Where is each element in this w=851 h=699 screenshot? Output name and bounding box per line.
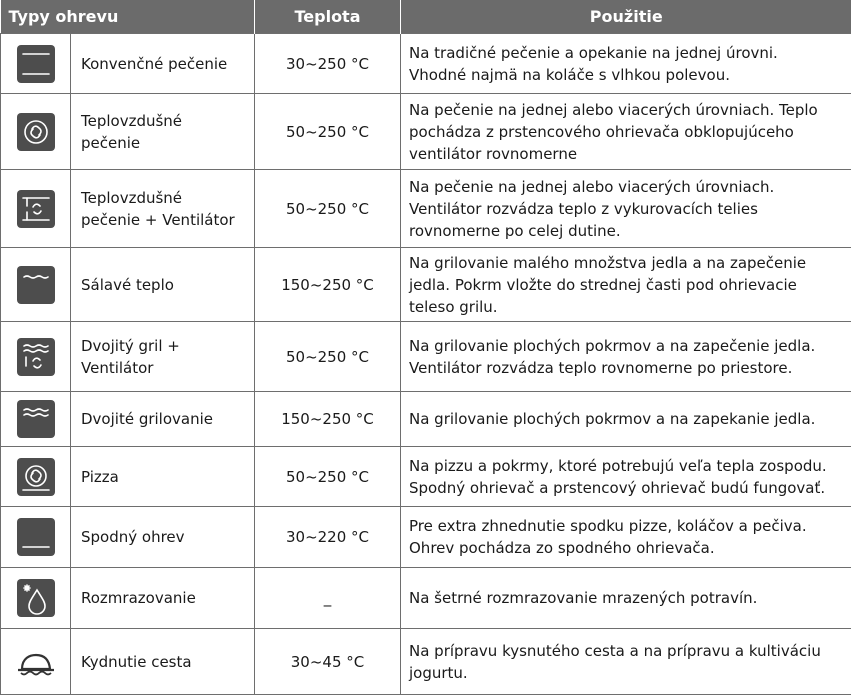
table-row <box>1 447 851 507</box>
table-row <box>1 507 851 568</box>
grill-icon <box>16 265 56 305</box>
mode-icon-cell <box>1 568 71 629</box>
mode-name-line: Teplovzdušné <box>81 188 183 207</box>
mode-icon-cell <box>1 507 71 568</box>
mode-name-cell <box>71 447 255 507</box>
temperature-cell: 150~250 °C <box>255 248 401 322</box>
usage-line: Ventilátor rozvádza teplo z vykurovacích telies <box>409 199 758 218</box>
mode-name-line: Sálavé teplo <box>81 275 174 294</box>
temperature-cell: 50~250 °C <box>255 94 401 170</box>
usage-cell <box>401 447 851 507</box>
mode-icon-cell <box>1 170 71 248</box>
usage-cell <box>401 34 851 94</box>
table-row <box>1 392 851 447</box>
usage-cell <box>401 248 851 322</box>
mode-name-cell <box>71 322 255 392</box>
mode-name-line: pečenie <box>81 133 141 152</box>
usage-line: pochádza z prstencového ohrievača obklopujúceho <box>409 122 794 141</box>
mode-icon-cell <box>1 392 71 447</box>
mode-icon-cell <box>1 34 71 94</box>
fan-conventional-icon <box>16 189 56 229</box>
temperature-cell: 50~250 °C <box>255 170 401 248</box>
bottom-heat-icon <box>16 517 56 557</box>
temperature-cell: 50~250 °C <box>255 322 401 392</box>
mode-icon-cell <box>1 447 71 507</box>
mode-icon-cell <box>1 322 71 392</box>
usage-line: Ohrev pochádza zo spodného ohrievača. <box>409 539 715 557</box>
usage-line: Na pizzu a pokrmy, ktoré potrebujú veľa tepla zospodu. <box>409 456 827 475</box>
table-row <box>1 94 851 170</box>
dough-proof-icon <box>16 642 56 682</box>
mode-name-cell <box>71 629 255 695</box>
pizza-icon <box>16 457 56 497</box>
mode-name-line: Dvojitý gril + <box>81 336 180 355</box>
double-grill-fan-icon <box>16 337 56 377</box>
table-row <box>1 34 851 94</box>
table-row <box>1 568 851 629</box>
mode-name-line: Rozmrazovanie <box>81 589 196 607</box>
usage-line: Vhodné najmä na koláče s vlhkou polevou. <box>409 65 730 84</box>
mode-icon-cell <box>1 94 71 170</box>
usage-cell <box>401 568 851 629</box>
mode-name-line: pečenie + Ventilátor <box>81 210 235 229</box>
mode-name-cell <box>71 34 255 94</box>
usage-line: rovnomerne po celej dutine. <box>409 221 621 240</box>
temperature-cell: 30~220 °C <box>255 507 401 568</box>
mode-name-line: Konvenčné pečenie <box>81 54 228 73</box>
defrost-icon <box>16 578 56 618</box>
usage-line: Na grilovanie malého množstva jedla a na zapečenie <box>409 253 807 272</box>
mode-name-line: Pizza <box>81 467 119 486</box>
usage-cell <box>401 170 851 248</box>
table-row <box>1 629 851 695</box>
mode-icon-cell <box>1 629 71 695</box>
usage-line: ventilátor rovnomerne <box>409 144 578 163</box>
usage-line: Na grilovanie plochých pokrmov a na zapekanie jedla. <box>409 410 816 428</box>
header-type: Typy ohrevu <box>1 0 255 34</box>
mode-name-cell <box>71 248 255 322</box>
usage-cell <box>401 392 851 447</box>
usage-line: Na šetrné rozmrazovanie mrazených potravín. <box>409 589 758 607</box>
usage-cell <box>401 507 851 568</box>
mode-name-cell <box>71 94 255 170</box>
table-row <box>1 170 851 248</box>
usage-line: Na pečenie na jednej alebo viacerých úrovniach. <box>409 177 775 196</box>
mode-name-line: Kydnutie cesta <box>81 652 192 671</box>
mode-name-line: Teplovzdušné <box>81 111 183 130</box>
mode-name-line: Dvojité grilovanie <box>81 410 213 428</box>
header-usage: Použitie <box>401 0 851 34</box>
usage-line: Ventilátor rozvádza teplo rovnomerne po priestore. <box>409 358 793 377</box>
table-header-row <box>1 0 851 34</box>
conventional-icon <box>16 44 56 84</box>
mode-name-cell <box>71 392 255 447</box>
usage-line: jogurtu. <box>409 663 468 682</box>
usage-cell <box>401 94 851 170</box>
temperature-cell: 50~250 °C <box>255 447 401 507</box>
mode-name-line: Spodný ohrev <box>81 528 185 546</box>
usage-cell <box>401 322 851 392</box>
mode-icon-cell <box>1 248 71 322</box>
fan-icon <box>16 112 56 152</box>
header-temperature: Teplota <box>255 0 401 34</box>
usage-line: Spodný ohrievač a prstencový ohrievač budú fungovať. <box>409 478 826 497</box>
usage-line: teleso grilu. <box>409 297 498 316</box>
usage-line: Na tradičné pečenie a opekanie na jednej úrovni. <box>409 43 778 62</box>
usage-cell <box>401 629 851 695</box>
usage-line: Na pečenie na jednej alebo viacerých úrovniach. Teplo <box>409 100 818 119</box>
mode-name-cell <box>71 170 255 248</box>
temperature-cell: 150~250 °C <box>255 392 401 447</box>
usage-line: jedla. Pokrm vložte do strednej časti pod ohrievacie <box>409 275 797 294</box>
usage-line: Na grilovanie plochých pokrmov a na zapečenie jedla. <box>409 336 816 355</box>
mode-name-cell <box>71 568 255 629</box>
temperature-cell: 30~45 °C <box>255 629 401 695</box>
table-row <box>1 248 851 322</box>
mode-name-line: Ventilátor <box>81 358 154 377</box>
temperature-cell: 30~250 °C <box>255 34 401 94</box>
temperature-cell: _ <box>255 568 401 629</box>
usage-line: Na prípravu kysnutého cesta a na prípravu a kultiváciu <box>409 641 821 660</box>
usage-line: Pre extra zhnednutie spodku pizze, koláčov a pečiva. <box>409 517 807 535</box>
mode-name-cell <box>71 507 255 568</box>
table-row <box>1 322 851 392</box>
double-grill-icon <box>16 399 56 439</box>
